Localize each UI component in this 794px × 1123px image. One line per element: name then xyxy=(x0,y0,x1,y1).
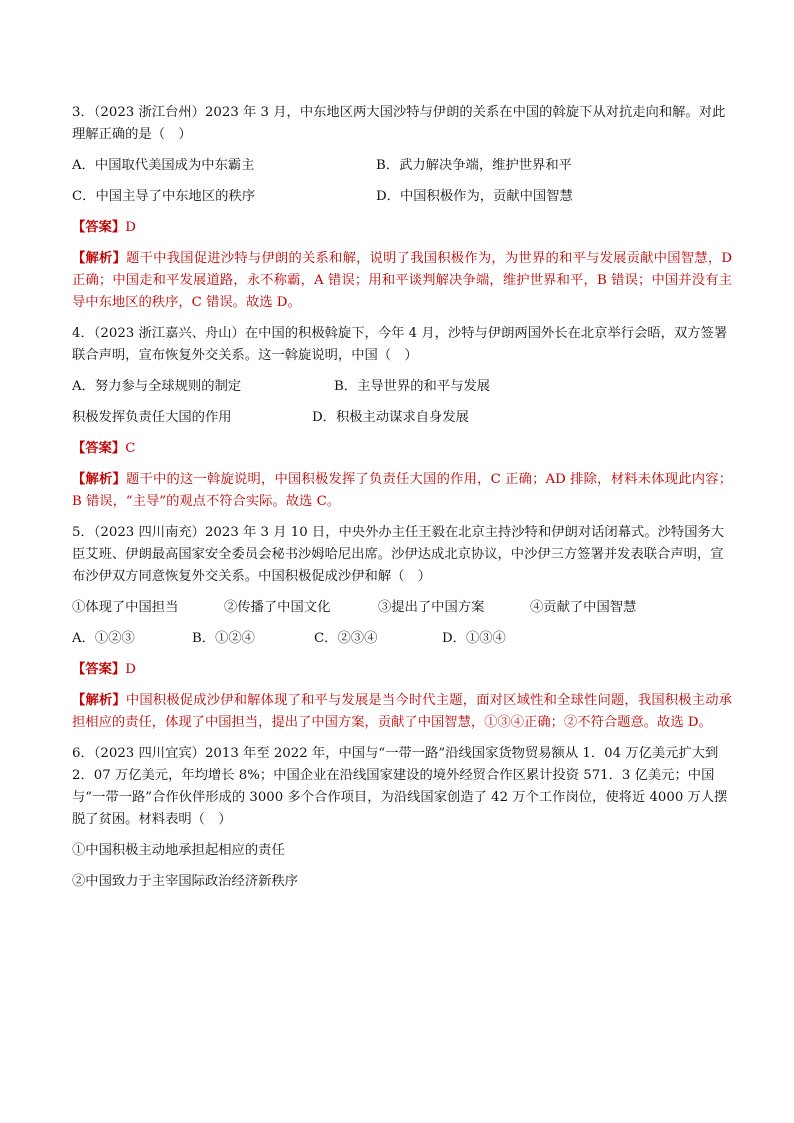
document-content xyxy=(72,102,732,902)
question-5-statement-2: ②传播了中国文化 xyxy=(224,600,331,615)
question-3-options-row-1 xyxy=(72,155,732,177)
question-4-stem: 4．（2023 浙江嘉兴、舟山）在中国的积极斡旋下，今年 4 月，沙特与伊朗两国外长在北京举行会晤，双方签署联合声明，宣布恢复外交关系。这一斡旋说明，中国（ ） xyxy=(72,326,728,363)
explanation-text: 题干中的这一斡旋说明，中国积极发挥了负责任大国的作用，C 正确；AD 排除，材料未体现此内容；B 错误，“主导”的观点不符合实际。故选 C。 xyxy=(72,472,733,509)
question-5-statement-3: ③提出了中国方案 xyxy=(378,600,485,615)
question-3-option-d: D．中国积极作为，贡献中国智慧 xyxy=(376,189,573,204)
question-5-statements xyxy=(72,597,732,619)
question-3-answer xyxy=(72,217,732,239)
answer-tag: 【答案】 xyxy=(72,662,126,677)
explanation-tag: 【解析】 xyxy=(72,693,126,708)
explanation-tag: 【解析】 xyxy=(72,251,127,266)
question-5-option-d: D．①③④ xyxy=(442,631,506,646)
answer-value: C xyxy=(125,441,136,456)
question-5-stem: 5．（2023 四川南充）2023 年 3 月 10 日，中央外办主任王毅在北京主持沙特和伊朗对话闭幕式。沙特国务大臣艾班、伊朗最高国家安全委员会秘书沙姆哈尼出席。沙伊达成北京协议，中沙伊三方签署并发表联合声明，宣布沙伊双方同意恢复外交关系。中国积极促成沙伊和解（ ） xyxy=(72,525,725,584)
question-4-options-row-1 xyxy=(72,376,732,398)
question-6-stem: 6．（2023 四川宜宾）2013 年至 2022 年，中国与“一带一路”沿线国家货物贸易额从 1．04 万亿美元扩大到 2．07 万亿美元，年均增长 8%；中国企业在沿线国家建设的境外经贸合作区累计投资 571．3 亿美元；中国与“一带一路”合作伙伴形成的 3000 多个合作项目，为沿线国家创造了 42 万个工作岗位，使将近 4000 万人摆脱了贫困。材料表明（ ） xyxy=(72,746,728,827)
question-4-options-row-2 xyxy=(72,407,732,429)
question-4-option-c: 积极发挥负责任大国的作用 xyxy=(72,410,232,425)
question-3-option-b: B．武力解决争端，维护世界和平 xyxy=(376,158,572,173)
explanation-text: 题干中我国促进沙特与伊朗的关系和解，说明了我国积极作为，为世界的和平与发展贡献中国智慧，D 正确；中国走和平发展道路，永不称霸，A 错误；用和平谈判解决争端，维护世界和平，B 错误；中国并没有主导中东地区的秩序，C 错误。故选 D。 xyxy=(72,251,733,310)
question-4-option-d: D．积极主动谋求自身发展 xyxy=(312,410,469,425)
question-3-explanation xyxy=(72,248,732,314)
question-4-answer xyxy=(72,438,732,460)
question-3-option-c: C．中国主导了中东地区的秩序 xyxy=(72,189,256,204)
question-5-options xyxy=(72,628,732,650)
question-4-option-a: A．努力参与全球规则的制定 xyxy=(72,379,242,394)
question-4-explanation xyxy=(72,469,732,513)
answer-value: D xyxy=(125,662,136,677)
question-5-statement-4: ④贡献了中国智慧 xyxy=(530,600,637,615)
question-3-option-a: A．中国取代美国成为中东霸主 xyxy=(72,158,255,173)
answer-tag: 【答案】 xyxy=(72,220,126,235)
explanation-text: 中国积极促成沙伊和解体现了和平与发展是当今时代主题，面对区域性和全球性问题，我国积极主动承担相应的责任，体现了中国担当，提出了中国方案，贡献了中国智慧，①③④正确；②不符合题意。故选 D。 xyxy=(72,693,733,730)
question-3-options-row-2 xyxy=(72,186,732,208)
question-4-option-b: B．主导世界的和平与发展 xyxy=(334,379,491,394)
question-5-option-b: B．①②④ xyxy=(192,631,255,646)
question-6-statement-2: ②中国致力于主宰国际政治经济新秩序 xyxy=(72,874,299,889)
question-5-statement-1: ①体现了中国担当 xyxy=(72,600,179,615)
answer-tag: 【答案】 xyxy=(72,441,126,456)
question-3-stem: 3．（2023 浙江台州）2023 年 3 月，中东地区两大国沙特与伊朗的关系在中国的斡旋下从对抗走向和解。对此理解正确的是（ ） xyxy=(72,105,726,142)
question-6-statement-1: ①中国积极主动地承担起相应的责任 xyxy=(72,843,285,858)
question-5-option-a: A．①②③ xyxy=(72,631,135,646)
answer-value: D xyxy=(125,220,136,235)
question-5-explanation xyxy=(72,690,732,734)
explanation-tag: 【解析】 xyxy=(72,472,127,487)
question-5-option-c: C．②③④ xyxy=(314,631,378,646)
question-5-answer xyxy=(72,659,732,681)
